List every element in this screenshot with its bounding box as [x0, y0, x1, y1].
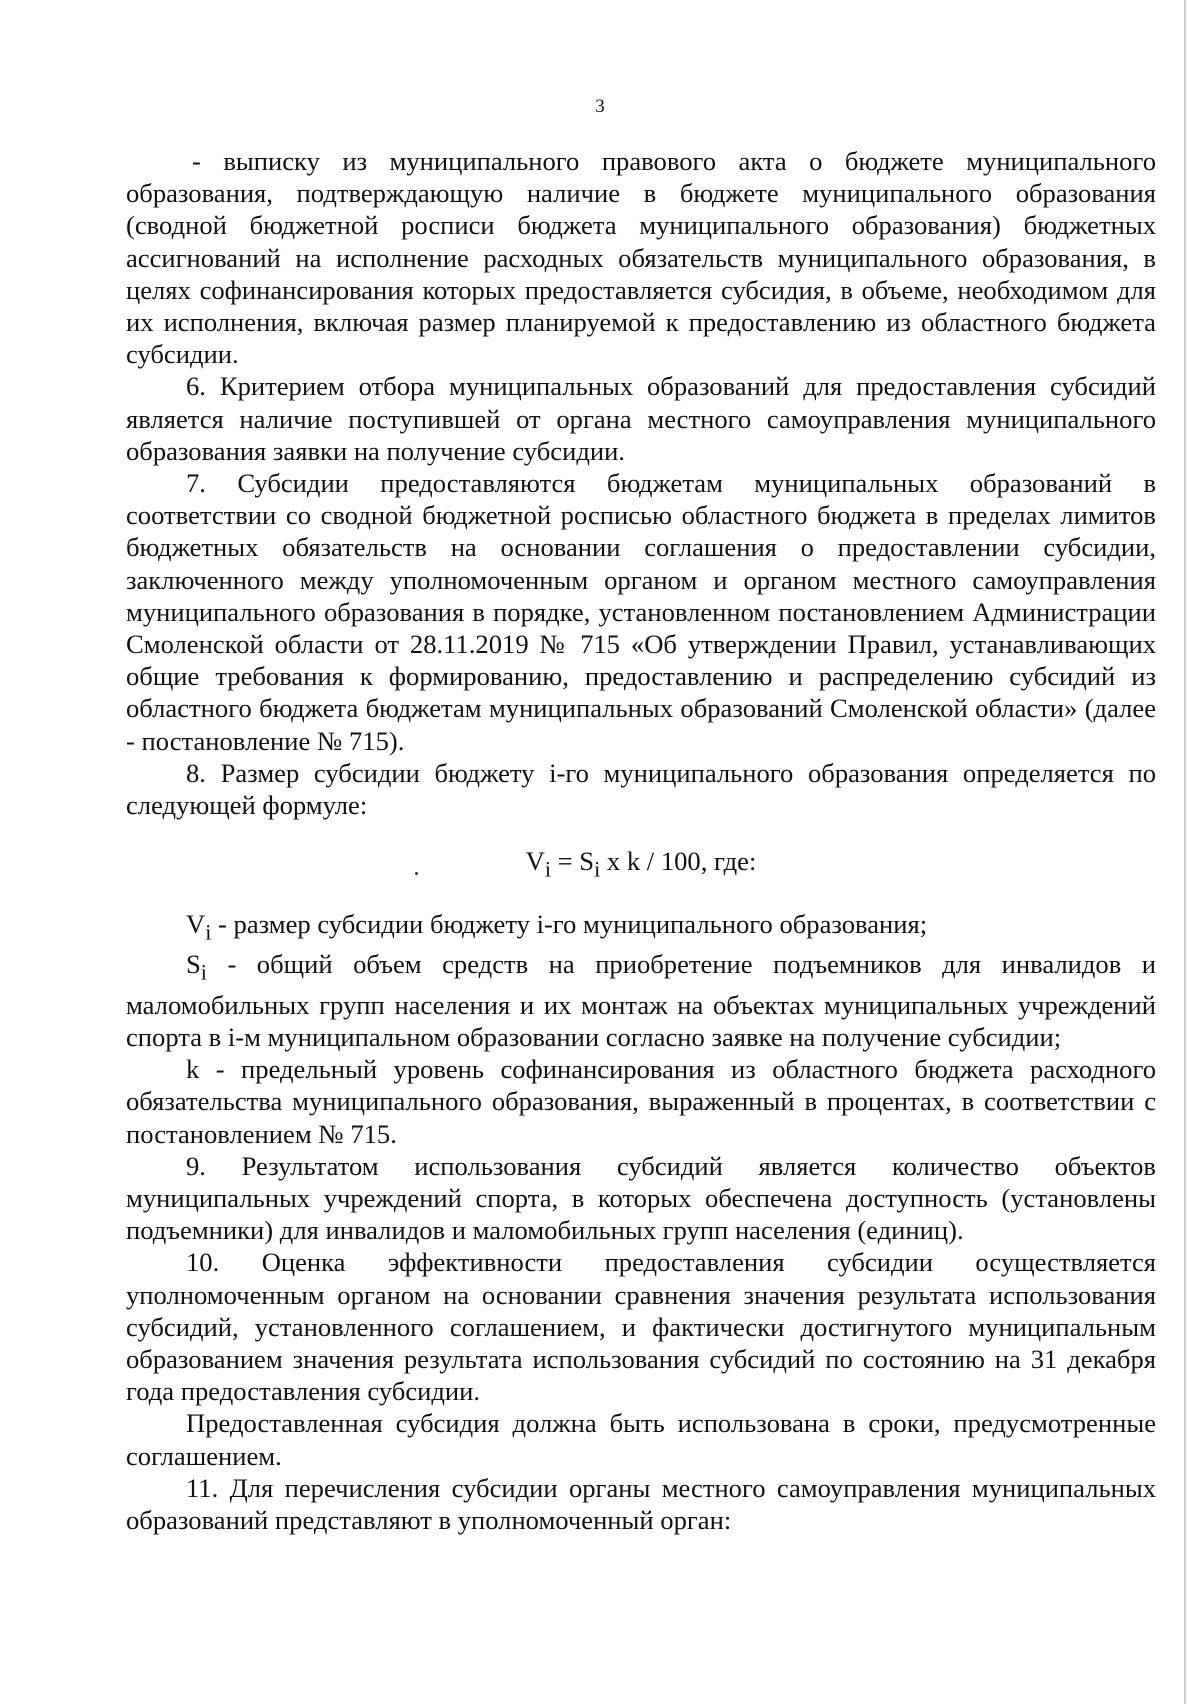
paragraph-8-subsidy-size: 8. Размер субсидии бюджету i-го муниципального образования определяется по следующей формуле: — [126, 757, 1156, 821]
definition-s-symbol: S — [186, 949, 201, 980]
paragraph-9-result: 9. Результатом использования субсидий является количество объектов муниципальных учреждений спорта, в которых обеспечена доступность (установлены подъемники) для инвалидов и маломобильных групп населения (единиц). — [126, 1150, 1156, 1246]
paragraph-6-selection-criterion: 6. Критерием отбора муниципальных образований для предоставления субсидий является наличие поступившей от органа местного самоуправления муниципального образования заявки на получение субсидии. — [126, 371, 1156, 466]
scan-edge-line — [1184, 0, 1186, 1704]
formula-v: V — [525, 846, 545, 877]
paragraph-statement-extract: - выписку из муниципального правового акта о бюджете муниципального образования, подтверждающую наличие в бюджете муниципального образования (сводной бюджетной росписи бюджета муниципального образования) бюджетных ассигнований на исполнение расходных обязательств муниципального образования, в целях софинансирования которых предоставляется субсидия, в объеме, необходимом для их исполнения, включая размер планируемой к предоставлению из областного бюджета субсидии. — [126, 146, 1156, 370]
formula-rest: x k / 100, где: — [600, 846, 757, 877]
subsidy-formula — [126, 845, 1156, 886]
definition-s-text: - общий объем средств на приобретение подъемников для инвалидов и маломобильных групп населения и их монтаж на объектах муниципальных учреждений спорта в i-м муниципальном образовании согласно заявке на получение субсидии; — [126, 949, 1156, 1053]
document-body — [126, 145, 1156, 1536]
definition-v-symbol: V — [186, 908, 206, 939]
definition-k: k - предельный уровень софинансирования из областного бюджета расходного обязательства муниципального образования, выраженный в процентах, в соответствии с постановлением № 715. — [126, 1054, 1156, 1149]
definition-s-subscript: i — [200, 959, 207, 985]
page-number: 3 — [595, 96, 605, 117]
paragraph-10-usage-term: Предоставленная субсидия должна быть использована в сроки, предусмотренные соглашением. — [126, 1408, 1156, 1471]
scan-speck — [415, 872, 418, 875]
definition-s — [126, 948, 1156, 1053]
definition-v — [126, 908, 1156, 949]
paragraph-7-subsidy-provision: 7. Субсидии предоставляются бюджетам муниципальных образований в соответствии со сводной бюджетной росписью областного бюджета в пределах лимитов бюджетных обязательств на основании соглашения о предоставлении субсидии, заключенного между уполномоченным органом и органом местного самоуправления муниципального образования в порядке, установленном постановлением Администрации Смоленской области от 28.11.2019 № 715 «Об утверждении Правил, устанавливающих общие требования к формированию, предоставлению и распределению субсидий из областного бюджета бюджетам муниципальных образований Смоленской области» (далее - постановление № 715). — [126, 468, 1156, 756]
formula-equals-s: = S — [551, 846, 595, 877]
formula-v-subscript: i — [544, 856, 552, 882]
paragraph-10-efficiency: 10. Оценка эффективности предоставления субсидии осуществляется уполномоченным органом на основании сравнения значения результата использования субсидий, установленного соглашением, и фактически достигнутого муниципальным образованием значения результата использования субсидий по состоянию на 31 декабря года предоставления субсидии. — [126, 1247, 1156, 1407]
formula-s-subscript: i — [594, 856, 601, 882]
paragraph-11-transfer: 11. Для перечисления субсидии органы местного самоуправления муниципальных образований представляют в уполномоченный орган: — [126, 1472, 1156, 1536]
definition-v-text: - размер субсидии бюджету i-го муниципального образования; — [211, 908, 928, 939]
definition-v-subscript: i — [205, 919, 212, 945]
